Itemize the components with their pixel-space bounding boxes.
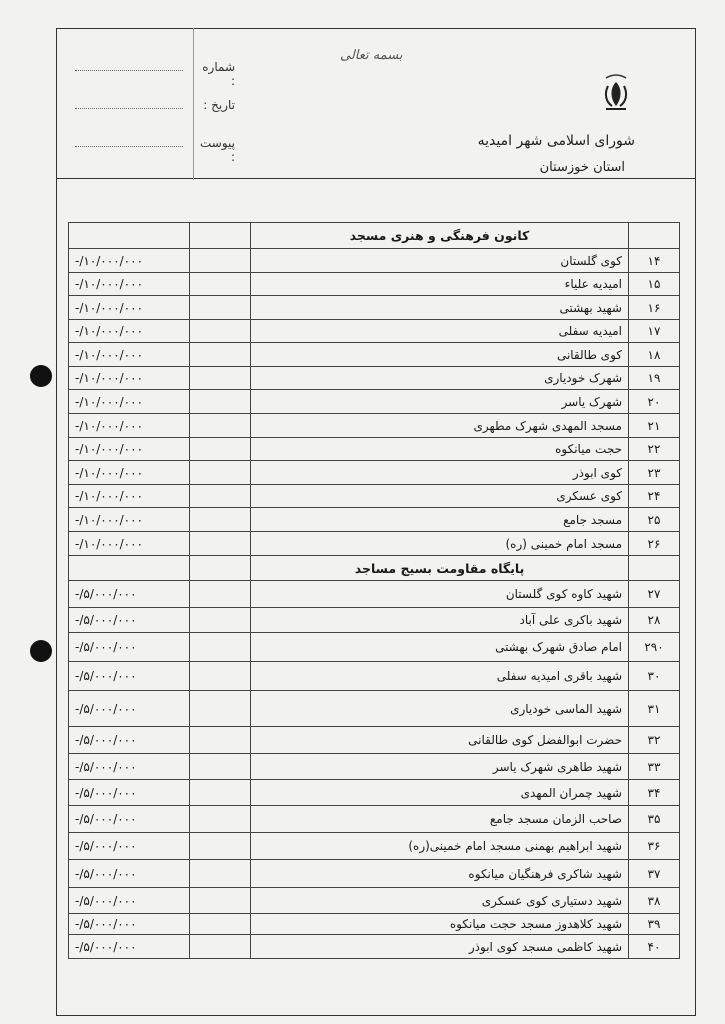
amount-cell: -/۱۰/۰۰۰/۰۰۰ — [69, 461, 190, 485]
table-row — [69, 249, 680, 273]
table-row — [69, 438, 680, 461]
recipient-name: امیدیه سفلی — [251, 320, 629, 343]
row-number: ۲۹۰ — [629, 633, 680, 662]
blank-cell — [190, 461, 251, 485]
recipient-name: شهید الماسی خودیاری — [251, 691, 629, 727]
table-row — [69, 727, 680, 754]
attachment-field — [75, 146, 183, 147]
date-field — [75, 108, 183, 109]
amount-cell: -/۵/۰۰۰/۰۰۰ — [69, 581, 190, 608]
amount-cell: -/۱۰/۰۰۰/۰۰۰ — [69, 532, 190, 556]
blank-cell — [190, 223, 251, 249]
table-row — [69, 485, 680, 508]
amount-cell: -/۵/۰۰۰/۰۰۰ — [69, 727, 190, 754]
blank-cell — [190, 806, 251, 833]
table-row — [69, 273, 680, 296]
blank-cell — [190, 273, 251, 296]
recipient-name: کوی عسکری — [251, 485, 629, 508]
table-row — [69, 461, 680, 485]
amount-cell: -/۱۰/۰۰۰/۰۰۰ — [69, 485, 190, 508]
table-row — [69, 780, 680, 806]
recipient-name: شهید ابراهیم بهمنی مسجد امام خمینی(ره) — [251, 833, 629, 860]
amount-cell: -/۵/۰۰۰/۰۰۰ — [69, 833, 190, 860]
section-title: کانون فرهنگی و هنری مسجد — [251, 223, 629, 249]
blank-cell — [190, 485, 251, 508]
recipient-name: کوی طالقانی — [251, 343, 629, 367]
amount-cell: -/۵/۰۰۰/۰۰۰ — [69, 914, 190, 935]
blank-cell — [190, 833, 251, 860]
recipient-name: شهرک خودیاری — [251, 367, 629, 390]
row-number: ۳۷ — [629, 860, 680, 888]
row-number: ۱۷ — [629, 320, 680, 343]
recipient-name: شهید باقری امیدیه سفلی — [251, 662, 629, 691]
amount-cell: -/۱۰/۰۰۰/۰۰۰ — [69, 343, 190, 367]
amount-cell: -/۱۰/۰۰۰/۰۰۰ — [69, 273, 190, 296]
table-row — [69, 935, 680, 959]
recipient-name: مسجد جامع — [251, 508, 629, 532]
row-number: ۳۱ — [629, 691, 680, 727]
amount-cell: -/۱۰/۰۰۰/۰۰۰ — [69, 320, 190, 343]
row-number: ۴۰ — [629, 935, 680, 959]
row-number: ۳۲ — [629, 727, 680, 754]
attachment-label: پیوست : — [200, 136, 235, 164]
recipient-name: شهید کاظمی مسجد کوی ابوذر — [251, 935, 629, 959]
amount-cell — [69, 556, 190, 581]
row-number: ۳۰ — [629, 662, 680, 691]
blank-cell — [190, 608, 251, 633]
table-row — [69, 888, 680, 914]
blank-cell — [190, 367, 251, 390]
table-row — [69, 508, 680, 532]
amount-cell: -/۵/۰۰۰/۰۰۰ — [69, 935, 190, 959]
row-number: ۳۴ — [629, 780, 680, 806]
amount-cell: -/۵/۰۰۰/۰۰۰ — [69, 608, 190, 633]
table-row — [69, 833, 680, 860]
blank-cell — [190, 860, 251, 888]
blank-cell — [190, 780, 251, 806]
row-number: ۳۹ — [629, 914, 680, 935]
blank-cell — [190, 914, 251, 935]
table-row — [69, 754, 680, 780]
amount-cell: -/۱۰/۰۰۰/۰۰۰ — [69, 296, 190, 320]
row-number: ۲۱ — [629, 414, 680, 438]
recipient-name: صاحب الزمان مسجد جامع — [251, 806, 629, 833]
margin-line — [193, 28, 194, 180]
row-number: ۲۰ — [629, 390, 680, 414]
allocation-table — [68, 222, 680, 959]
table-row — [69, 367, 680, 390]
blank-cell — [190, 556, 251, 581]
table-row — [69, 532, 680, 556]
recipient-name: شهید شاکری فرهنگیان میانکوه — [251, 860, 629, 888]
recipient-name: شهید کلاهدوز مسجد حجت میانکوه — [251, 914, 629, 935]
table-row — [69, 633, 680, 662]
amount-cell: -/۵/۰۰۰/۰۰۰ — [69, 662, 190, 691]
header-divider — [56, 178, 696, 179]
signature: بسمه تعالی — [340, 48, 403, 63]
section-header-row — [69, 556, 680, 581]
row-number: ۲۴ — [629, 485, 680, 508]
recipient-name: شهرک یاسر — [251, 390, 629, 414]
number-field — [75, 70, 183, 71]
row-number: ۲۲ — [629, 438, 680, 461]
row-number: ۲۷ — [629, 581, 680, 608]
row-number: ۲۸ — [629, 608, 680, 633]
table-row — [69, 390, 680, 414]
recipient-name: شهید کاوه کوی گلستان — [251, 581, 629, 608]
row-number: ۱۵ — [629, 273, 680, 296]
table-row — [69, 296, 680, 320]
amount-cell: -/۱۰/۰۰۰/۰۰۰ — [69, 367, 190, 390]
row-number: ۲۳ — [629, 461, 680, 485]
recipient-name: شهید دستیاری کوی عسکری — [251, 888, 629, 914]
punch-hole — [30, 365, 52, 387]
punch-hole — [30, 640, 52, 662]
blank-cell — [190, 390, 251, 414]
row-number: ۲۵ — [629, 508, 680, 532]
recipient-name: کوی گلستان — [251, 249, 629, 273]
row-number: ۱۴ — [629, 249, 680, 273]
amount-cell: -/۱۰/۰۰۰/۰۰۰ — [69, 414, 190, 438]
table-row — [69, 320, 680, 343]
table-row — [69, 414, 680, 438]
row-number: ۱۸ — [629, 343, 680, 367]
row-number: ۳۶ — [629, 833, 680, 860]
province-name: استان خوزستان — [539, 160, 625, 175]
recipient-name: شهید چمران المهدی — [251, 780, 629, 806]
council-name: شورای اسلامی شهر امیدیه — [477, 133, 635, 149]
date-label: تاریخ : — [203, 98, 235, 112]
table-row — [69, 662, 680, 691]
amount-cell: -/۵/۰۰۰/۰۰۰ — [69, 888, 190, 914]
table-row — [69, 343, 680, 367]
amount-cell: -/۵/۰۰۰/۰۰۰ — [69, 780, 190, 806]
number-label: شماره : — [202, 60, 235, 88]
row-number — [629, 223, 680, 249]
blank-cell — [190, 414, 251, 438]
recipient-name: شهید طاهری شهرک یاسر — [251, 754, 629, 780]
row-number — [629, 556, 680, 581]
recipient-name: شهید بهشتی — [251, 296, 629, 320]
recipient-name: حجت میانکوه — [251, 438, 629, 461]
table-row — [69, 691, 680, 727]
recipient-name: کوی ابوذر — [251, 461, 629, 485]
amount-cell: -/۵/۰۰۰/۰۰۰ — [69, 633, 190, 662]
blank-cell — [190, 727, 251, 754]
table-row — [69, 914, 680, 935]
recipient-name: حضرت ابوالفضل کوی طالقانی — [251, 727, 629, 754]
amount-cell: -/۱۰/۰۰۰/۰۰۰ — [69, 438, 190, 461]
blank-cell — [190, 633, 251, 662]
row-number: ۳۵ — [629, 806, 680, 833]
table-row — [69, 806, 680, 833]
row-number: ۲۶ — [629, 532, 680, 556]
blank-cell — [190, 438, 251, 461]
table-row — [69, 860, 680, 888]
recipient-name: مسجد المهدی شهرک مطهری — [251, 414, 629, 438]
recipient-name: امیدیه علیاء — [251, 273, 629, 296]
recipient-name: شهید باکری علی آباد — [251, 608, 629, 633]
blank-cell — [190, 581, 251, 608]
amount-cell: -/۱۰/۰۰۰/۰۰۰ — [69, 249, 190, 273]
blank-cell — [190, 662, 251, 691]
blank-cell — [190, 320, 251, 343]
blank-cell — [190, 249, 251, 273]
blank-cell — [190, 754, 251, 780]
row-number: ۳۸ — [629, 888, 680, 914]
iran-emblem-icon — [598, 70, 634, 114]
table-row — [69, 608, 680, 633]
row-number: ۳۳ — [629, 754, 680, 780]
blank-cell — [190, 691, 251, 727]
amount-cell — [69, 223, 190, 249]
section-title: پایگاه مقاومت بسیج مساجد — [251, 556, 629, 581]
recipient-name: مسجد امام خمینی (ره) — [251, 532, 629, 556]
blank-cell — [190, 532, 251, 556]
amount-cell: -/۵/۰۰۰/۰۰۰ — [69, 860, 190, 888]
amount-cell: -/۵/۰۰۰/۰۰۰ — [69, 754, 190, 780]
amount-cell: -/۱۰/۰۰۰/۰۰۰ — [69, 508, 190, 532]
blank-cell — [190, 296, 251, 320]
row-number: ۱۹ — [629, 367, 680, 390]
amount-cell: -/۱۰/۰۰۰/۰۰۰ — [69, 390, 190, 414]
amount-cell: -/۵/۰۰۰/۰۰۰ — [69, 691, 190, 727]
blank-cell — [190, 508, 251, 532]
blank-cell — [190, 935, 251, 959]
blank-cell — [190, 888, 251, 914]
recipient-name: امام صادق شهرک بهشتی — [251, 633, 629, 662]
table-row — [69, 581, 680, 608]
row-number: ۱۶ — [629, 296, 680, 320]
amount-cell: -/۵/۰۰۰/۰۰۰ — [69, 806, 190, 833]
section-header-row — [69, 223, 680, 249]
blank-cell — [190, 343, 251, 367]
